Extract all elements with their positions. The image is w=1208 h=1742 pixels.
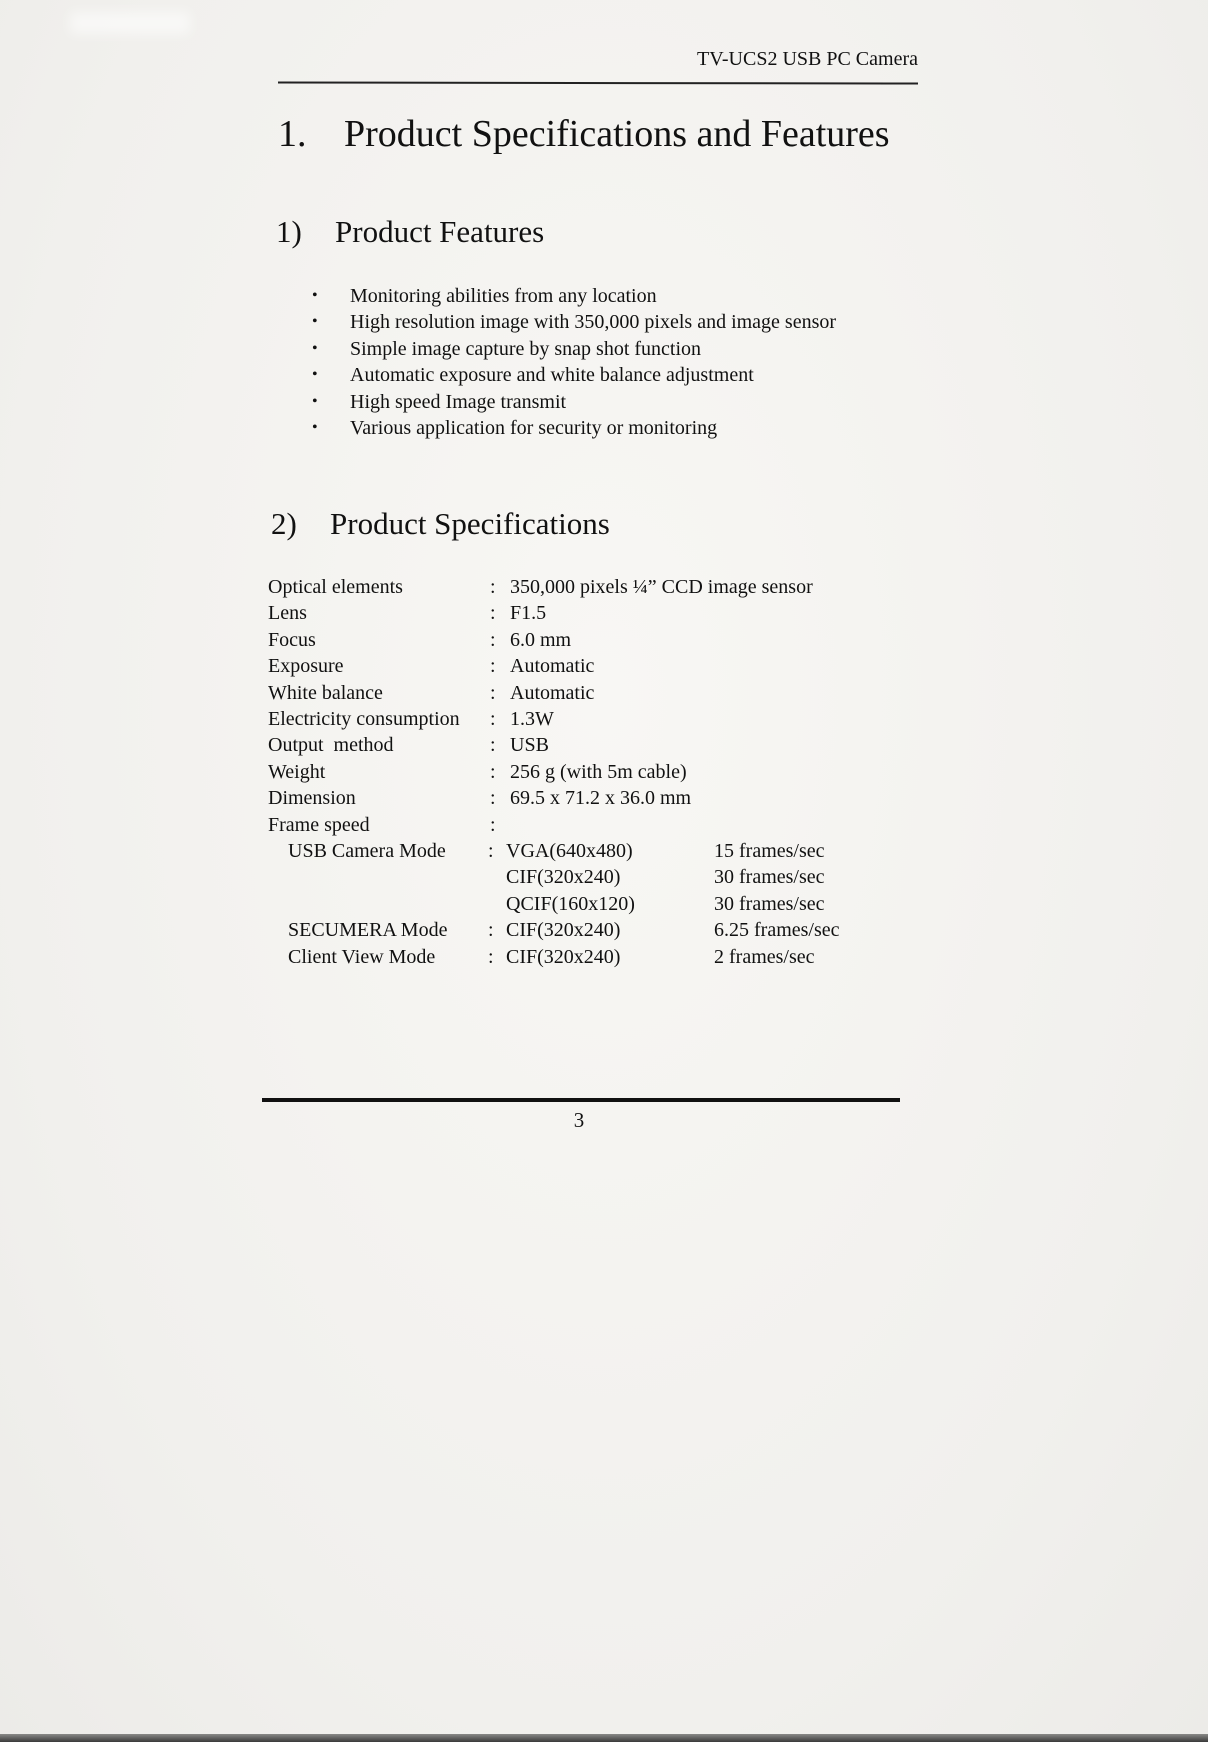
features-heading: [276, 214, 544, 250]
spec-label: Dimension: [268, 787, 356, 810]
bullet-icon: •: [312, 392, 318, 410]
frame-mode: SECUMERA Mode: [288, 919, 448, 942]
spec-value: 69.5 x 71.2 x 36.0 mm: [510, 787, 692, 810]
header-rule: [278, 81, 918, 84]
spec-value: Automatic: [510, 655, 595, 678]
spec-separator: :: [490, 681, 496, 704]
frame-resolution: CIF(320x240): [506, 866, 621, 889]
spec-separator: :: [490, 760, 496, 783]
feature-text: Automatic exposure and white balance adjustment: [350, 364, 754, 387]
spec-label: Exposure: [268, 655, 344, 678]
frame-separator: :: [488, 945, 494, 968]
spec-value: 350,000 pixels ¼” CCD image sensor: [510, 576, 813, 598]
feature-item: [312, 336, 836, 362]
feature-text: Various application for security or monitoring: [350, 416, 718, 439]
running-header: TV-UCS2 USB PC Camera: [697, 48, 918, 70]
feature-text: Simple image capture by snap shot function: [350, 337, 702, 360]
specs-section-number: 2): [271, 506, 297, 541]
feature-item: [312, 389, 836, 415]
spec-separator: :: [490, 576, 496, 598]
feature-item: [312, 415, 836, 441]
bullet-icon: •: [312, 313, 318, 331]
features-section-title: Product Features: [335, 214, 545, 249]
spec-separator: :: [490, 655, 496, 678]
frame-mode: Client View Mode: [288, 945, 436, 968]
spec-value: USB: [510, 734, 549, 757]
feature-text: High resolution image with 350,000 pixels and image sensor: [350, 311, 837, 334]
features-section-number: 1): [276, 214, 302, 249]
frame-rate: 2 frames/sec: [714, 945, 815, 968]
feature-item: [312, 309, 836, 335]
spec-label: Optical elements: [268, 576, 403, 598]
frame-rate: 30 frames/sec: [714, 866, 825, 889]
specs-heading: [271, 506, 610, 542]
spec-label: Lens: [268, 602, 307, 625]
chapter-number: 1.: [278, 113, 307, 155]
spec-label: Output method: [268, 734, 394, 757]
spec-value: F1.5: [510, 602, 547, 625]
frame-resolution: CIF(320x240): [506, 919, 621, 942]
feature-text: Monitoring abilities from any location: [350, 285, 657, 307]
scan-smudge: [70, 12, 190, 34]
frame-rate: 30 frames/sec: [714, 892, 825, 915]
spec-separator: :: [490, 628, 496, 651]
bullet-icon: •: [312, 366, 318, 384]
frame-separator: :: [488, 919, 494, 942]
frame-resolution: VGA(640x480): [506, 840, 633, 862]
spec-value: 256 g (with 5m cable): [510, 760, 687, 783]
spec-separator: :: [490, 707, 496, 730]
spec-separator: :: [490, 602, 496, 625]
spec-label: Focus: [268, 628, 316, 651]
specs-section-title: Product Specifications: [330, 506, 610, 541]
scan-bottom-edge: [0, 1734, 1208, 1742]
spec-separator: :: [490, 787, 496, 810]
frame-rate: 15 frames/sec: [714, 840, 825, 862]
chapter-title: Product Specifications and Features: [344, 113, 890, 155]
bullet-icon: •: [312, 418, 318, 436]
chapter-heading: [278, 112, 890, 156]
spec-label: White balance: [268, 681, 383, 704]
feature-item: [312, 283, 836, 309]
feature-item: [312, 362, 836, 388]
feature-list: [312, 283, 836, 441]
frame-separator: :: [488, 840, 494, 862]
spec-separator: :: [490, 734, 496, 757]
bullet-icon: •: [312, 339, 318, 357]
frame-rate: 6.25 frames/sec: [714, 919, 840, 942]
spec-separator: :: [490, 813, 496, 836]
frame-mode: USB Camera Mode: [288, 840, 446, 862]
bullet-icon: •: [312, 287, 318, 304]
spec-value: Automatic: [510, 681, 595, 704]
spec-label: Weight: [268, 760, 326, 783]
page-number: 3: [573, 1108, 585, 1132]
spec-value: 6.0 mm: [510, 628, 572, 651]
spec-value: 1.3W: [510, 707, 554, 730]
feature-text: High speed Image transmit: [350, 390, 567, 413]
footer-rule: [262, 1098, 900, 1102]
frame-resolution: QCIF(160x120): [506, 892, 635, 915]
spec-label: Frame speed: [268, 813, 370, 836]
frame-resolution: CIF(320x240): [506, 945, 621, 968]
spec-label: Electricity consumption: [268, 707, 460, 730]
